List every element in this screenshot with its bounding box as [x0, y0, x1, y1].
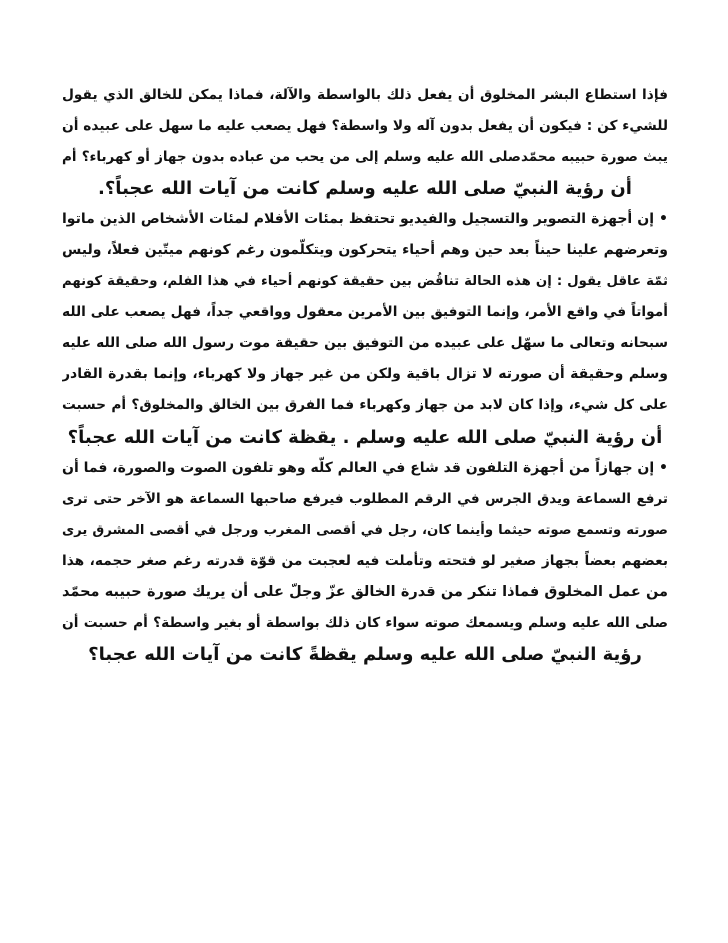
text-line: وتعرضهم علينا حيناً بعد حين وهم أحياء يتحركون ويتكلّمون رغم كونهم ميتّين فعلاً، وليس	[62, 242, 668, 259]
text-line-centered: أن رؤية النبيّ صلى الله عليه وسلم كانت من آيات الله عجباً؟.	[98, 178, 632, 200]
text-line: صورته وتسمع صوته حيثما وأينما كان، رجل في أقصى المغرب ورجل في أقصى المشرق يرى	[62, 522, 668, 538]
text-line: فإذا استطاع البشر المخلوق أن يفعل ذلك بالواسطة والآلة، فماذا يمكن للخالق الذي يقول	[62, 87, 668, 103]
text-line: ثمّة عاقل يقول : إن هذه الحالة تناقُض بين حقيقة كونهم أحياء في هذا الفلم، وحقيقة كونهم	[62, 274, 668, 290]
text-line: صلى الله عليه وسلم ويسمعك صوته سواء كان ذلك بواسطة أو بغير واسطة؟ أم حسبت أن	[62, 614, 668, 631]
text-line: ترفع السماعة ويدق الجرس في الرقم المطلوب فيرفع صاحبها السماعة هو الآخر حتى ترى	[62, 490, 668, 507]
text-line-centered: أن رؤية النبيّ صلى الله عليه وسلم . يقظة كانت من آيات الله عجباً؟	[67, 426, 663, 448]
text-line: على كل شيء، وإذا كان لابد من جهاز وكهرباء فما الفرق بين الخالق والمخلوق؟ أم حسبت	[62, 397, 668, 414]
bullet-paragraph-start: • إن أجهزة التصوير والتسجيل والفيديو تحتفظ بمئات الأفلام لمئات الأشخاص الذين ماتوا	[62, 211, 668, 228]
bullet-paragraph-start: • إن جهازاً من أجهزة التلفون قد شاع في العالم كلّه وهو تلفون الصوت والصورة، فما أن	[62, 459, 668, 476]
text-line-centered: رؤية النبيّ صلى الله عليه وسلم يقظةً كانت من آيات الله عجبا؟	[88, 643, 642, 665]
text-line: من عمل المخلوق فماذا تنكر من قدرة الخالق عزّ وجلّ على أن يريك صورة حبيبه محمّد	[62, 583, 668, 600]
text-line: للشيء كن : فيكون أن يفعل بدون آله ولا واسطة؟ فهل يصعب عليه ما سهل على عبيده أن	[62, 118, 668, 135]
text-line: بعضهم بعضاً بجهاز صغير لو فتحته وتأملت فيه لعجبت من قوّة قدرته رغم صغر حجمه، هذا	[62, 552, 668, 569]
text-line: أمواتاً في واقع الأمر، وإنما التوفيق بين الأمرين معقول وواقعي جداً، فهل يصعب على الله	[62, 304, 668, 321]
body-text	[62, 80, 668, 670]
text-line: سبحانه وتعالى ما سهّل على عبيده من التوفيق بين حقيقة موت رسول الله صلى الله عليه	[62, 335, 668, 352]
text-line: وسلم وحقيقة أن صورته لا تزال باقية ولكن من غير جهاز ولا كهرباء، وإنما بقدرة القادر	[62, 366, 668, 383]
text-line: يبث صورة حبيبه محمّدصلى الله عليه وسلم إلى من يحب من عباده بدون جهاز أو كهرباء؟ أم	[62, 149, 668, 166]
